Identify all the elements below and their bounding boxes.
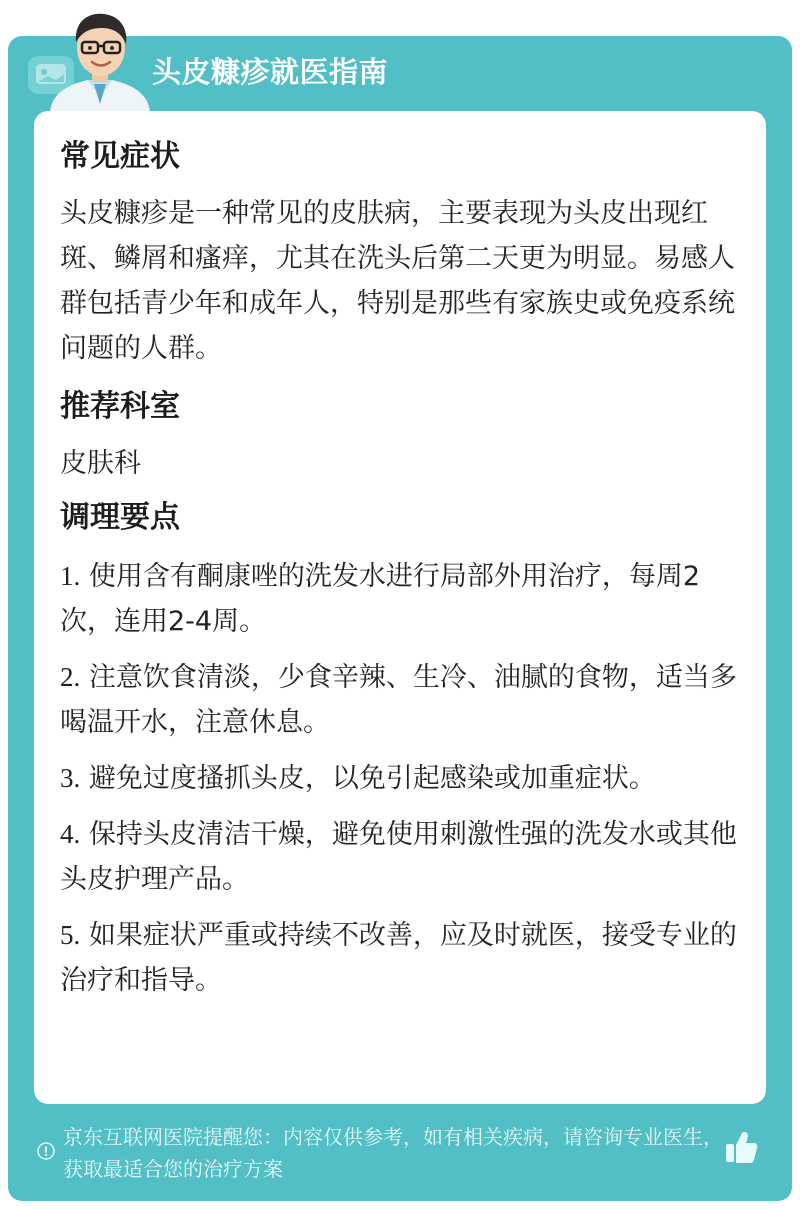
list-item-number: 4. <box>60 819 81 849</box>
list-item-number: 3. <box>60 763 81 793</box>
department-section <box>60 385 740 486</box>
section-title-symptoms: 常见症状 <box>60 139 180 174</box>
list-item-text: 使用含有酮康唑的洗发水进行局部外用治疗，每周2次，连用2-4周。 <box>60 561 701 637</box>
content-card <box>34 111 766 1104</box>
care-section <box>60 496 740 1003</box>
list-item <box>60 913 740 1003</box>
list-item-text: 如果症状严重或持续不改善，应及时就医，接受专业的治疗和指导。 <box>60 920 737 996</box>
list-item-text: 注意饮食清淡，少食辛辣、生冷、油腻的食物，适当多喝温开水，注意休息。 <box>60 662 737 738</box>
list-item-number: 5. <box>60 920 81 950</box>
doctor-avatar-icon <box>44 8 156 112</box>
list-item-number: 2. <box>60 662 81 692</box>
list-item-text: 避免过度搔抓头皮，以免引起感染或加重症状。 <box>88 763 656 794</box>
section-title-care: 调理要点 <box>60 500 180 535</box>
symptoms-text: 头皮糠疹是一种常见的皮肤病，主要表现为头皮出现红斑、鳞屑和瘙痒，尤其在洗头后第二天更为明显。易感人群包括青少年和成年人，特别是那些有家族史或免疫系统问题的人群。 <box>60 198 735 364</box>
page-title: 头皮糠疹就医指南 <box>152 55 389 89</box>
section-title-department: 推荐科室 <box>60 389 180 424</box>
symptoms-section <box>60 135 740 371</box>
list-item <box>60 554 740 644</box>
footer-text: 京东互联网医院提醒您：内容仅供参考，如有相关疾病，请咨询专业医生，获取最适合您的治疗方案 <box>63 1125 723 1181</box>
list-item <box>60 655 740 745</box>
thumbs-up-icon[interactable] <box>724 1129 758 1165</box>
info-icon <box>36 1141 56 1161</box>
list-item-number: 1. <box>60 561 81 591</box>
footer-disclaimer <box>36 1121 776 1185</box>
list-item <box>60 812 740 902</box>
list-item-text: 保持头皮清洁干燥，避免使用刺激性强的洗发水或其他头皮护理产品。 <box>60 819 737 895</box>
list-item <box>60 756 740 801</box>
department-text: 皮肤科 <box>60 448 141 479</box>
